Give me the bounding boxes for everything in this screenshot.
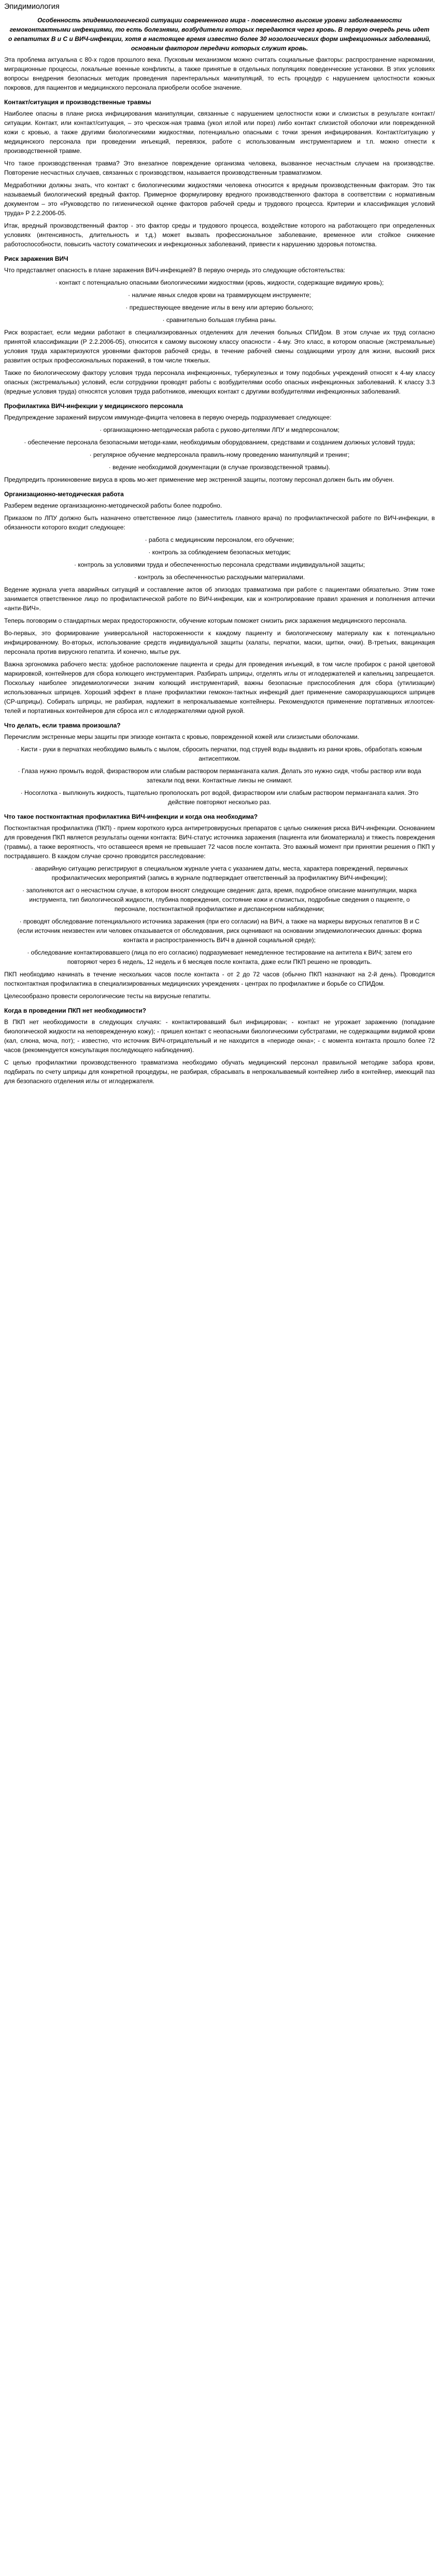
paragraph: С целью профилактики производственного травматизма необходимо обучать медицинский персонал правильной методике забора крови, подбирать по счету шприцы для конкретной процедуры, не разбирая, сбрасывать в непрокалываемый контейнер либо в контейнер, имеющий паз для безопасного отделения иглы от иглодержателя.	[4, 1059, 435, 1085]
list-item: · Глаза нужно промыть водой, физраствором или слабым раствором перманганата калия. Делать это нужно сидя, чтобы раствор или вода затекали под веки. Контактные линзы не снимают.	[18, 767, 421, 784]
paragraph: Ведение журнала учета аварийных ситуаций и составление актов об эпизодах травматизма при работе с пациентами обязательно. Этим тоже занимается ответственное лицо по профилактической работе по ВИЧ-инфекции, как и контролирование правил хранения и пополнения аптечки «анти-ВИЧ».	[4, 586, 435, 612]
list-item: · аварийную ситуацию регистрируют в специальном журнале учета с указанием даты, места, характера повреждений, первичных профилактических мероприятий (запись в журнале подтверждает ответственный за профилактику ВИЧ-инфекции);	[31, 865, 408, 881]
list-item: · работа с медицинским персоналом, его обучение;	[145, 536, 294, 543]
list-item: · Кисти - руки в перчатках необходимо вымыть с мылом, сбросить перчатки, под струей воды выдавить из ранки кровь, обработать кожным антисептиком.	[17, 746, 422, 762]
paragraph: Что такое производственная травма? Это внезапное повреждение организма человека, вызванное несчастным случаем на производстве. Повторение несчастных случаев, связанных с производством, называется производственным травматизмом.	[4, 160, 435, 176]
paragraph: Целесообразно провести серологические тесты на вирусные гепатиты.	[4, 992, 211, 1000]
paragraph: Риск возрастает, если медики работают в специализированных отделениях для лечения больных СПИДом. В этом случае их труд согласно принятой классификации (Р 2.2.2006-05), относится к самому высокому классу опасности - 4-му. Это класс, в котором опасные (экстремальные) условия труда характеризуются уровнями факторов рабочей среды, в течение рабочей смены создающими угрозу для жизни, высокий риск развития острых профессиональных поражений, в том числе тяжелых.	[4, 329, 435, 364]
list-item: · регулярное обучение медперсонала правиль-ному проведению манипуляций и тренинг;	[89, 451, 350, 458]
list-item: · обследование контактировавшего (лица по его согласию) подразумевает немедленное тестирование на антитела к ВИЧ; затем его повторяют через 6 недель, 12 недель и 6 месяцев после контакта, даже если ПКП решено не проводить.	[27, 949, 412, 965]
paragraph: ПКП необходимо начинать в течение нескольких часов после контакта - от 2 до 72 часов (обычно ПКП назначают на 2-й день). Проводится постконтактная профилактика в специализированных медицинских учреждениях - центрах по профилактике и борьбе со СПИДом.	[4, 971, 435, 987]
list-item: · контакт с потенциально опасными биологическими жидкостями (кровь, жидкости, содержащие видимую кровь);	[55, 279, 384, 286]
paragraph: Медработники должны знать, что контакт с биологическими жидкостями человека относится к вредным производственным факторам. Это так называемый биологический вредный фактор. Примерное формулировку вредного производственного фактора в соответствии с нормативным документом – это «Руководство по гигиенической оценке факторов рабочей среды и трудового процесса. Критерии и классификация условий труда» Р 2.2.2006-05.	[4, 181, 435, 217]
document-page	[0, 0, 439, 1101]
section-heading: Когда в проведении ПКП нет необходимости?	[4, 1007, 146, 1014]
paragraph: Предупреждение заражений вирусом иммуноде-фицита человека в первую очередь подразумевает следующее:	[4, 414, 332, 421]
paragraph: Перечислим экстренные меры защиты при эпизоде контакта с кровью, поврежденной кожей или слизистыми оболочками.	[4, 733, 359, 740]
list-item: · наличие явных следов крови на травмирующем инструменте;	[128, 291, 311, 299]
list-item: · контроль за условиями труда и обеспеченностью персонала средствами индивидуальной защиты;	[74, 561, 365, 568]
list-item: · контроль за обеспеченностью расходными материалами.	[134, 573, 305, 581]
section-heading: Контакт/ситуация и производственные травмы	[4, 99, 151, 106]
list-item: · ведение необходимой документации (в случае производственной травмы).	[108, 464, 331, 471]
paragraph: Постконтактная профилактика (ПКП) - прием короткого курса антиретровирусных препаратов с целью снижения риска ВИЧ-инфекции. Основанием для проведения ПКП является результаты оценки контакта: ВИЧ-статус источника заражения (пациента или биоматериала) и тяжесть повреждения (травмы), а также вероятность, что оставшееся время не превышает 72 часов после контакта. Это важный момент при принятии решения о ПКП у пострадавшего. В каждом случае срочно проводится расследование:	[4, 824, 435, 860]
list-item: · сравнительно большая глубина раны.	[162, 316, 277, 324]
paragraph: Что представляет опасность в плане заражения ВИЧ-инфекцией? В первую очередь это следующие обстоятельства:	[4, 267, 345, 274]
article-body	[4, 55, 435, 1086]
section-heading: Организационно-методическая работа	[4, 491, 124, 498]
list-item: · контроль за соблюдением безопасных методик;	[148, 549, 291, 556]
paragraph: Наиболее опасны в плане риска инфицирования манипуляции, связанные с нарушением целостности кожи и слизистых в результате контакт/ситуации. Контакт, или контакт/ситуация, – это чрескож-ная травма (укол иглой или порез) либо контакт слизистой оболочки или поврежденной кожи с кровью, а также другими биологическими жидкостями, потенциально опасными с точки зрения инфицирования. Контакт/ситуацию у медицинского персонала при проведении инъекций, перевязок, работе с использованным инструментарием и т.п. можно отнести к производственной травме.	[4, 110, 435, 155]
list-item: · заполняются акт о несчастном случае, в котором вносят следующие сведения: дата, время, подробное описание манипуляции, марка инструмента, тип биологической жидкости, глубина повреждения, состояние кожи и слизистых, подробные сведения о пациенте, о персонале, постконтактной профилактике и диспансерном наблюдении;	[22, 887, 417, 913]
paragraph: Разберем ведение организационно-методической работы более подробно.	[4, 502, 222, 509]
paragraph: Эта проблема актуальна с 80-х годов прошлого века. Пусковым механизмом можно считать социальные факторы: распространение наркомании, миграционные процессы, локальные военные конфликты, а также принятые в отдельных популяциях поведенческие установки. В этих условиях вопросы внедрения безопасных методик проведения парентеральных манипуляций, то есть процедур с нарушением целостности кожных покровов, для пациентов и медицинского персонала приобрели особое значение.	[4, 56, 435, 91]
page-title: Эпидимиология	[4, 3, 60, 11]
paragraph: Во-первых, это формирование универсальной настороженности к каждому пациенту и биологическому материалу как к потенциально инфицированному. Во-вторых, использование средств индивидуальной защиты (халаты, перчатки, маски, щитки, очки). В-третьих, вакцинация персонала против вирусного гепатита. И конечно, мытье рук.	[4, 629, 435, 655]
list-item: · обеспечение персонала безопасными методи-ками, необходимым оборудованием, средствами и созданием должных условий труда;	[24, 439, 415, 446]
paragraph: В ПКП нет необходимости в следующих случаях: - контактировавший был инфицирован; - контакт не угрожает заражению (попадание биологической жидкости на неповрежденную кожу); - пришел контакт с неопасными биологическими субстратами, не содержащими видимой крови (кал, слюна, моча, пот); - известно, что источник ВИЧ-отрицательный и не находится в «периоде окна»; - с момента контакта прошло более 72 часов (рекомендуется консультация последующего наблюдения).	[4, 1018, 435, 1054]
paragraph: Предупредить проникновение вируса в кровь мо-жет применение мер экстренной защиты, поэтому персонал должен быть им обучен.	[4, 476, 394, 483]
paragraph: Итак, вредный производственный фактор - это фактор среды и трудового процесса, воздействие которого на работающего при определенных условиях (интенсивность, длительность и т.д.) может вызвать профессиональное заболевание, временное или стойкое снижение работоспособности, повысить частоту соматических и инфекционных заболеваний, привести к нарушению здоровья потомства.	[4, 222, 435, 248]
section-heading: Риск заражения ВИЧ	[4, 255, 68, 262]
intro-paragraph: Особенность эпидемиологической ситуации современного мира - повсеместно высокие уровни заболеваемости гемоконтактными инфекциями, то есть болезнями, возбудители которых передаются через кровь. В первую очередь речь идет о гепатитах В и С и ВИЧ-инфекции, хотя в настоящее время известно более 30 нозологических форм инфекционных заболеваний, основным фактором передачи которых служит кровь.	[8, 17, 431, 52]
paragraph: Важна эргономика рабочего места: удобное расположение пациента и среды для проведения инъекций, в том числе пробирок с раной цветовой маркировкой, контейнеров для сбора колющего инструментария. Разбирать шприцы, отделять иглы от иглодержателей и капельниц запрещается. Поскольку наиболее эпидемиологически значим колющий инструментарий, важны безопасные приспособления для сбора (утилизации) использованных шприцев. Хороший эффект в плане профилактики гемокон-тактных инфекций дает применение саморазрушающихся шприцев (СР-шприцы). Собирать шприцы, не разбирая, надлежит в непрокалываемые контейнеры. Рекомендуются применение портативных иглоотсек-телей и портативных контейнеров для сброса игл с иглодержателями одной рукой.	[4, 661, 435, 715]
paragraph: Теперь поговорим о стандартных мерах предосторожности, обучение которым поможет снизить риск заражения медицинского персонала.	[4, 617, 407, 624]
section-heading: Профилактика ВИЧ-инфекции у медицинского персонала	[4, 402, 183, 410]
list-item: · предшествующее введение иглы в вену или артерию больного;	[125, 304, 314, 311]
list-item: · организационно-методическая работа с руково-дителями ЛПУ и медперсоналом;	[100, 426, 339, 433]
paragraph: Приказом по ЛПУ должно быть назначено ответственное лицо (заместитель главного врача) по профилактической работе по ВИЧ-инфекции, в обязанности которого входит следующее:	[4, 514, 435, 531]
list-item: · Носоглотка - выплюнуть жидкость, тщательно прополоскать рот водой, физраствором или слабым раствором перманганата калия. Это действие повторяют несколько раз.	[20, 789, 419, 806]
section-heading: Что делать, если травма произошла?	[4, 722, 121, 729]
section-heading: Что такое постконтактная профилактика ВИЧ-инфекции и когда она необходима?	[4, 813, 258, 820]
list-item: · проводят обследование потенциального источника заражения (при его согласии) на ВИЧ, а также на маркеры вирусных гепатитов В и С (если источник неизвестен или человек отказывается от обследования, риск оценивают на основании эпидемиологических данных: форма контакта и распространенность ВИЧ в данной социальной среде);	[17, 918, 422, 944]
paragraph: Также по биологическому фактору условия труда персонала инфекционных, туберкулезных и тому подобных учреждений относят к 4-му классу опасных (экстремальных) условий, если сотрудники проводят работы с возбудителями особо опасных инфекционных заболеваний. К классу 3.3 (вредные условия труда) относятся условия труда работников, имеющих контакт с другими возбудителями инфекционных заболеваний.	[4, 369, 435, 395]
